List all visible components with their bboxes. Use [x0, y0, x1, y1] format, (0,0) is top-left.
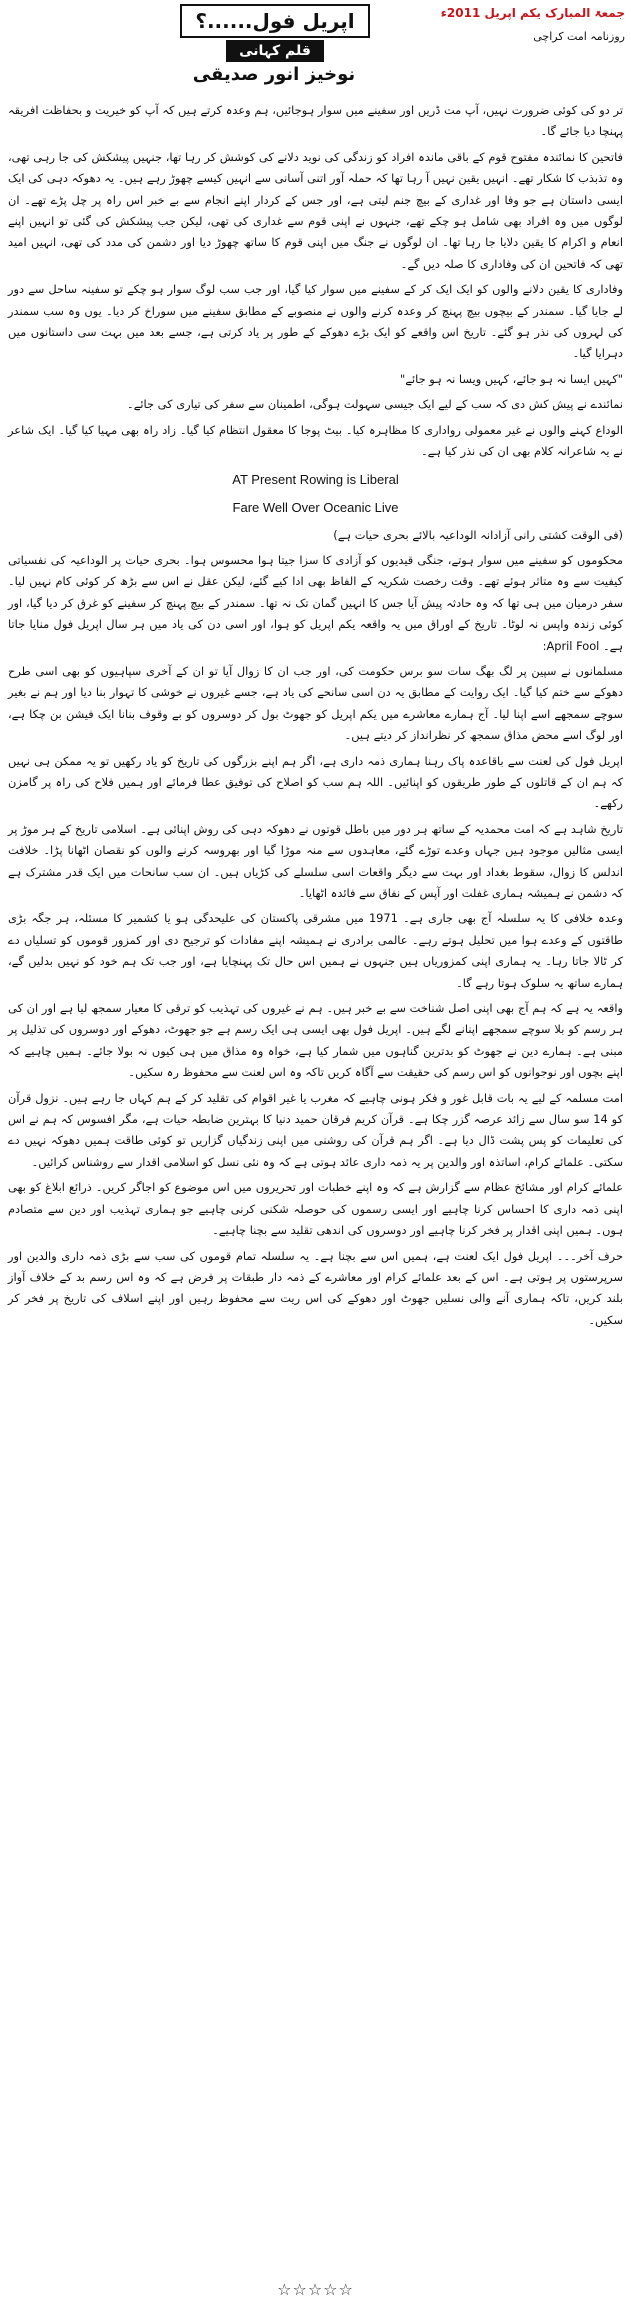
paragraph: وعدہ خلافی کا یہ سلسلہ آج بھی جاری ہے۔ 1971 میں مشرقی پاکستان کی علیحدگی ہو یا کشمیر کا مسئلہ، ہر جگہ بڑی طاقتوں کے وعدے ہوا میں تحلیل ہوتے رہے۔ عالمی برادری نے ہمیشہ اپنے مفادات کو ترجیح دی اور کمزور قوموں کو تسلیاں دے کر ٹالا جاتا رہا۔ یہ ہماری اپنی کمزوریاں ہیں جنہوں نے ہمیں اس حال تک پہنچایا ہے، اور جب تک ہم خود کو نہیں بدلیں گے، ہمارے ساتھ یہ سلوک ہوتا رہے گا۔: [8, 911, 624, 990]
english-verse-line-2: Fare Well Over Oceanic Live: [232, 499, 399, 515]
paragraph: اپریل فول کی لعنت سے باقاعدہ پاک رہنا ہماری ذمہ داری ہے، اگر ہم اپنے بزرگوں کی تاریخ کو یاد رکھیں تو یہ ممکن ہی نہیں کہ ہم ان کے قاتلوں کے طور طریقوں کو اپنائیں۔ اللہ ہم سب کو اصلاح کی توفیق عطا فرمائے اور ہمیں فلاح کی راہ پر گامزن رکھے۔: [8, 753, 623, 811]
paragraph: نمائندے نے پیش کش دی کہ سب کے لیے ایک جیسی سہولت ہوگی، اطمینان سے سفر کی تیاری کی جائے۔: [127, 397, 623, 412]
paragraph: وفاداری کا یقین دلانے والوں کو ایک ایک کر کے سفینے میں سوار کیا گیا، اور جب سب لوگ سوار ہو چکے تو سفینہ ساحل سے دور لے جایا گیا۔ سمندر کے بیچوں بیچ پہنچ کر وعدہ کرنے والوں نے منصوبے کے مطابق سفینے میں سوراخ کر دیا۔ یوں وہ سب سمندر کی لہروں کی نذر ہو گئے۔ تاریخ اس واقعے کو ایک بڑے دھوکے کے طور پر یاد کرتی ہے، جسے بعد میں بہت سی داستانوں میں دہرایا گیا۔: [8, 282, 623, 361]
paragraph: تر دو کی کوئی ضرورت نہیں، آپ مت ڈریں اور سفینے میں سوار ہوجائیں، ہم وعدہ کرتے ہیں کہ آپ کو خیریت و بحفاظت افریقہ پہنچا دیا جائے گا۔: [8, 103, 623, 139]
paragraph: علمائے کرام اور مشائخ عظام سے گزارش ہے کہ وہ اپنے خطبات اور تحریروں میں اس موضوع کو اجاگر کریں۔ ذرائع ابلاغ کو بھی اپنی ذمہ داری کا احساس کرنا چاہیے اور ایسی رسموں کی حوصلہ شکنی کرنی چاہیے جو ہماری تہذیب اور دین سے متصادم ہوں۔ ہمیں اپنی اقدار پر فخر کرنا چاہیے اور دوسروں کی اندھی تقلید سے بچنا چاہیے۔: [8, 1180, 623, 1238]
masthead: [0, 0, 631, 92]
article-body: [8, 100, 623, 1335]
english-verse-line-1: AT Present Rowing is Liberal: [232, 471, 399, 487]
article-title: اپریل فول......؟: [180, 4, 370, 38]
paragraph: واقعہ یہ ہے کہ ہم آج بھی اپنی اصل شناخت سے بے خبر ہیں۔ ہم نے غیروں کی تہذیب کو ترقی کا معیار سمجھ لیا ہے اور ان کی ہر رسم کو بلا سوچے سمجھے اپنانے لگے ہیں۔ اپریل فول بھی ایسی ہی ایک رسم ہے جو جھوٹ، دھوکے اور دوسروں کی تذلیل پر مبنی ہے۔ ہمارے دین نے جھوٹ کو بدترین گناہوں میں شمار کیا ہے، خواہ وہ مذاق میں ہی کیوں نہ بولا جائے۔ ہمیں چاہیے کہ اپنے بچوں اور نوجوانوں کو اس رسم کی حقیقت سے آگاہ کریں تاکہ وہ اس لعنت سے محفوظ رہ سکیں۔: [8, 1001, 623, 1080]
newspaper-name: روزنامہ امت کراچی: [533, 30, 625, 43]
paragraph: حرف آخر۔۔۔ اپریل فول ایک لعنت ہے، ہمیں اس سے بچنا ہے۔ یہ سلسلہ تمام قوموں کی سب سے بڑی ذمہ داری والدین اور سرپرستوں پر ہوتی ہے۔ اس کے بعد علمائے کرام اور معاشرے کے ذمہ دار طبقات پر فرض ہے کہ وہ اس رسم بد کے خلاف آواز بلند کریں، تاکہ ہماری آنے والی نسلیں جھوٹ اور دھوکے کی اس ریت سے محفوظ رہیں اور اپنے اسلاف کی تاریخ پر فخر کر سکیں۔: [8, 1248, 623, 1327]
paragraph: تاریخ شاہد ہے کہ امت محمدیہ کے ساتھ ہر دور میں باطل قوتوں نے دھوکہ دہی کی روش اپنائی ہے۔ اسلامی تاریخ کے ہر موڑ پر ایسی مثالیں موجود ہیں جہاں وعدے توڑے گئے، معاہدوں سے منہ موڑا گیا اور بھروسہ کرنے والوں کو نقصان اٹھانا پڑا۔ خلافت اندلس کا زوال، سقوط بغداد اور بہت سے دیگر واقعات اسی سلسلے کی کڑیاں ہیں۔ ان سب سانحات میں ایک قدر مشترک ہے کہ دشمن نے ہمیشہ ہماری غفلت اور آپس کے نفاق سے فائدہ اٹھایا۔: [8, 821, 623, 900]
paragraph: محکوموں کو سفینے میں سوار ہوتے، جنگی قیدیوں کو آزادی کا سزا جیتا ہوا محسوس ہوا۔ بحری حیات پر الوداعیہ کی نفسیاتی کیفیت سے وہ متاثر ہوئے تھے۔ وقت رخصت شکریہ کے الفاظ بھی ادا کیے گئے، لیکن عقل نے اس سے بڑھ کر کوئی کام نہیں لیا۔ سفر درمیان میں ہی تھا کہ وہ حادثہ پیش آیا جس کا انہیں گمان تک نہ تھا۔ سمندر کے بیچ پہنچ کر سفینے کو غرق کر دیا گیا، اور کوئی زندہ واپس نہ لوٹا۔ تاریخ کے اوراق میں یہ واقعہ یکم اپریل کو ہوا، اور اسی دن کی یاد میں ہر سال اپریل فول منایا جاتا ہے۔ April Fool:: [8, 552, 623, 653]
verse-translation: (فی الوقت کشتی رانی آزادانہ الوداعیہ بالائے بحری حیات ہے): [333, 527, 623, 542]
quote-line: "کہیں ایسا نہ ہو جائے، کہیں ویسا نہ ہو جائے": [400, 371, 623, 386]
publication-date: جمعۃ المبارک یکم اپریل 2011ء: [440, 6, 625, 20]
end-stars: ☆☆☆☆☆: [277, 2280, 354, 2299]
paragraph: الوداع کہنے والوں نے غیر معمولی رواداری کا مظاہرہ کیا۔ بیٹ پوجا کا معقول انتظام کیا گیا۔ زاد راہ بھی مہیا کیا گیا۔ ایک شاعر نے یہ شاعرانہ کلام بھی ان کی نذر کیا ہے۔: [8, 422, 623, 459]
column-series-badge: قلم کہانی: [226, 40, 324, 62]
author-name: نوخیز انور صدیقی: [192, 64, 356, 85]
paragraph: امت مسلمہ کے لیے یہ بات قابل غور و فکر ہونی چاہیے کہ مغرب یا غیر اقوام کی تقلید کر کے ہم کہاں جا رہے ہیں۔ نزول قرآن کو 14 سو سال سے زائد عرصہ گزر چکا ہے۔ قرآن کریم فرقان حمید دنیا کا بہترین ضابطہ حیات ہے، مگر افسوس کہ ہم نے اس کی تعلیمات کو پس پشت ڈال دیا ہے۔ اگر ہم قرآن کی روشنی میں اپنی زندگیاں گزاریں تو کوئی طاقت ہمیں دھوکہ نہیں دے سکتی۔ علمائے کرام، اساتذہ اور والدین پر یہ ذمہ داری عائد ہوتی ہے کہ وہ نئی نسل کو اسلامی اقدار سے روشناس کرائیں۔: [8, 1090, 623, 1169]
paragraph: مسلمانوں نے سپین پر لگ بھگ سات سو برس حکومت کی، اور جب ان کا زوال آیا تو ان کے آخری سپاہیوں کو بھی اسی طرح دھوکے سے ختم کیا گیا۔ ایک روایت کے مطابق یہ دن اسی سانحے کی یاد ہے، جسے غیروں نے خوشی کا تہوار بنا دیا اور ہم نے بغیر سوچے سمجھے اسے اپنا لیا۔ آج ہمارے معاشرے میں یکم اپریل کو جھوٹ بول کر دوسروں کو بے وقوف بنانا ایک فیشن بن چکا ہے، اور لوگ اسے محض مذاق سمجھ کر نظرانداز کر دیتے ہیں۔: [8, 663, 623, 743]
paragraph: فاتحین کا نمائندہ مفتوح قوم کے باقی ماندہ افراد کو زندگی کی نوید دلانے کی کوشش کر رہا تھا، جنہیں پیشکش کی جا رہی تھی، وہ تذبذب کا شکار تھے۔ انہیں یقین نہیں آ رہا تھا کہ حملہ آور اتنی آسانی سے انہیں کیسے چھوڑ رہے ہیں۔ یہ دھوکہ دہی کی ایک ایسی داستان ہے جو وفا اور غداری کے بیچ جنم لیتی ہے، اور جس کے کردار اپنے انجام سے بے خبر اس راہ پر چل پڑے تھے۔ ان لوگوں میں وہ افراد بھی شامل ہو چکے تھے، جنہوں نے اپنی قوم سے غداری کی تھی، لیکن جب پیشکش کی گئی تو انہیں اپنے انعام و اکرام کا یقین دلایا جا رہا تھا۔ ان لوگوں نے جنگ میں اپنی قوم کا ساتھ چھوڑ دیا اور دشمن کی مدد کی تھی، انہیں امید تھی کہ فاتحین ان کی وفاداری کا صلہ دیں گے۔: [8, 149, 623, 271]
